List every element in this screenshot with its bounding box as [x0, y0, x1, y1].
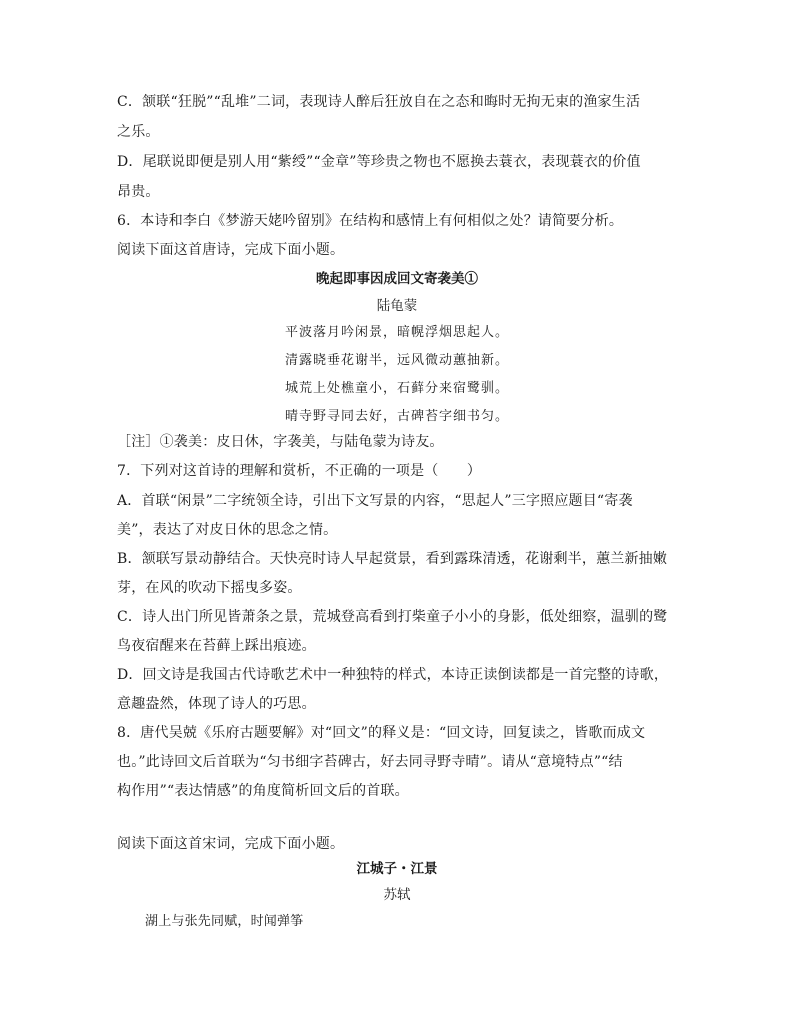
reading-intro-tang-poem: 阅读下面这首唐诗，完成下面小题。 — [117, 242, 345, 258]
poem-title: 晚起即事因成回文寄袭美① — [316, 271, 478, 287]
question-7-stem: 7．下列对这首诗的理解和赏析，不正确的一项是（ ） — [117, 463, 482, 479]
q7-option-b-line1: B．颔联写景动静结合。天快亮时诗人早起赏景，看到露珠清透，花谢剩半，蕙兰新抽嫩 — [117, 551, 668, 567]
q7-option-c-line2: 鸟夜宿醒来在苔藓上踩出痕迹。 — [117, 638, 316, 654]
q5-option-d-line2: 昂贵。 — [117, 184, 160, 200]
q7-option-a-line1: A．首联“闲景”二字统领全诗，引出下文写景的内容，“思起人”三字照应题目“寄袭 — [117, 493, 633, 509]
q5-option-c-line2: 之乐。 — [117, 124, 160, 140]
poem-note: ［注］①袭美：皮日休，字袭美，与陆龟蒙为诗友。 — [117, 434, 444, 450]
ci-author: 苏轼 — [383, 887, 411, 903]
q7-option-b-line2: 芽，在风的吹动下摇曳多姿。 — [117, 580, 302, 596]
q7-option-c-line1: C．诗人出门所见皆萧条之景，荒城登高看到打柴童子小小的身影，低处细察，温驯的鹭 — [117, 609, 668, 625]
question-6: 6．本诗和李白《梦游天姥吟留别》在结构和感情上有何相似之处？请简要分析。 — [117, 213, 624, 229]
poem-author: 陆龟蒙 — [376, 298, 418, 314]
q7-option-d-line1: D．回文诗是我国古代诗歌艺术中一种独特的样式，本诗正读倒读都是一首完整的诗歌， — [117, 667, 669, 683]
q5-option-c-line1: C．颔联“狂脱”“乱堆”二词，表现诗人醉后狂放自在之态和晦时无拘无束的渔家生活 — [117, 94, 641, 110]
reading-intro-song-ci: 阅读下面这首宋词，完成下面小题。 — [117, 836, 345, 852]
poem-line-3: 城荒上处樵童小，石藓分来宿鹭驯。 — [284, 381, 509, 396]
question-8-line2: 也。”此诗回文后首联为“匀书细字苔碑古，好去同寻野寺晴”。请从“意境特点”“结 — [117, 754, 623, 770]
question-8-line3: 构作用”“表达情感”的角度简析回文后的首联。 — [117, 783, 409, 799]
question-8-line1: 8．唐代吴兢《乐府古题要解》对“回文”的释义是：“回文诗，回复读之，皆歌而成文 — [117, 725, 646, 741]
q7-option-a-line2: 美”，表达了对皮日休的思念之情。 — [117, 522, 338, 538]
ci-preface: 湖上与张先同赋，时闻弹筝 — [145, 914, 304, 929]
ci-title: 江城子・江景 — [356, 861, 438, 877]
q7-option-d-line2: 意趣盎然，体现了诗人的巧思。 — [117, 696, 316, 712]
poem-line-1: 平波落月吟闲景，暗幌浮烟思起人。 — [284, 325, 509, 340]
poem-line-2: 清露晓垂花谢半，远风微动蕙抽新。 — [284, 353, 509, 368]
poem-line-4: 晴寺野寻同去好，古碑苔字细书匀。 — [284, 409, 509, 424]
q5-option-d-line1: D．尾联说即便是别人用“紫绶”“金章”等珍贵之物也不愿换去蓑衣，表现蓑衣的价值 — [117, 154, 641, 170]
